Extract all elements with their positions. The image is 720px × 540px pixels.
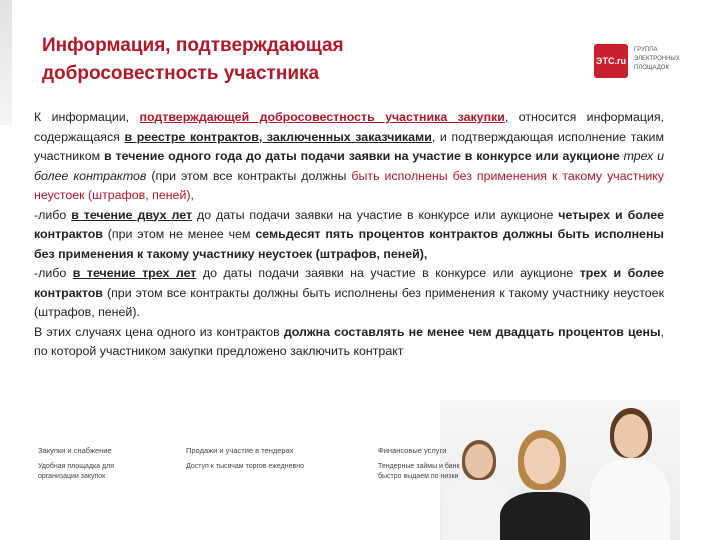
- slide-title: [42, 32, 482, 88]
- p2-text-2: до даты подачи заявки на участие в конкурсе или аукционе: [192, 207, 559, 222]
- p2-text-1: -либо: [34, 207, 72, 222]
- p3-text-1: -либо: [34, 266, 73, 280]
- left-decorative-bar: [0, 0, 12, 125]
- p1-text-4: (при этом все контракты должны: [146, 168, 352, 183]
- p2-text-3: (при этом не менее чем: [102, 227, 256, 241]
- p2-highlight-four-contracts: четырех и более контрактов: [34, 207, 664, 241]
- paragraph-3: [34, 264, 664, 323]
- footer: [0, 446, 720, 540]
- p4-text-2: , по которой участником закупки предложено заключить контракт: [34, 324, 664, 358]
- p2-highlight-two-years: в течение двух лет: [71, 207, 193, 222]
- footer-column-sales: [186, 446, 356, 472]
- paragraph-4: [34, 323, 664, 362]
- p3-highlight-three-years: в течение трех лет: [72, 266, 197, 280]
- logo-caption-line-1: ГРУППА: [634, 47, 658, 53]
- p1-highlight-registry: в реестре контрактов, заключенных заказчиками: [124, 129, 432, 144]
- p1-highlight-three-contracts: трех и более контрактов: [34, 149, 664, 183]
- p1-highlight-good-faith: подтверждающей добросовестность участника закупки: [139, 110, 505, 124]
- slide-title-line-1: Информация, подтверждающая: [42, 35, 344, 56]
- p1-text-1: К информации,: [34, 110, 140, 124]
- paragraph-2: [34, 206, 664, 265]
- footer-procurement-desc-1: Удобная площадка для: [38, 463, 114, 470]
- p4-text-1: В этих случаях цена одного из контрактов: [34, 324, 284, 339]
- logo-mark: ЭТС.ru: [594, 44, 628, 78]
- company-logo: [594, 44, 704, 80]
- p3-highlight-three-contracts: трех и более контрактов: [34, 266, 664, 300]
- p1-highlight-no-penalties: быть исполнены без применения к такому участнику неустоек (штрафов, пеней),: [34, 168, 664, 202]
- footer-sales-desc-1: Доступ к тысячам торгов ежедневно: [186, 463, 304, 470]
- footer-finance-desc-2: быстро выдаем по низки: [378, 473, 459, 480]
- footer-sales-title: Продажи и участие в тендерах: [186, 446, 294, 455]
- logo-caption: [634, 46, 704, 73]
- p2-highlight-seventy-five: семьдесят пять процентов контрактов должны быть исполнены без применения к такому участнику неустоек (штрафов, пеней),: [34, 227, 665, 261]
- footer-finance-desc-1: Тендерные займы и банк: [378, 463, 460, 470]
- p3-text-2: до даты подачи заявки на участие в конкурсе или аукционе: [196, 266, 580, 280]
- footer-finance-title: Финансовые услуги: [378, 446, 447, 455]
- p4-highlight-twenty-percent: должна составлять не менее чем двадцать процентов цены: [283, 324, 661, 339]
- p1-text-3: , и подтверждающая исполнение таким участником: [34, 129, 664, 163]
- footer-column-procurement: [38, 446, 208, 482]
- body-text: [34, 108, 664, 362]
- footer-column-finance: [378, 446, 468, 482]
- paragraph-1: [34, 108, 664, 206]
- logo-caption-line-2: ЭЛЕКТРОННЫХ: [634, 56, 680, 62]
- p1-text-2: , относится информация, содержащаяся: [34, 110, 665, 144]
- logo-caption-line-3: ПЛОЩАДОК: [634, 65, 669, 71]
- p1-highlight-one-year: в течение одного года до даты подачи заявки на участие в конкурсе или аукционе: [104, 149, 620, 163]
- p3-text-3: (при этом все контракты должны быть исполнены без применения к такому участнику неустоек (штрафов, пеней).: [34, 285, 664, 319]
- footer-procurement-desc-2: организации закупок: [38, 473, 106, 480]
- slide-title-line-2: добросовестность участника: [42, 63, 320, 84]
- footer-procurement-title: Закупки и снабжение: [38, 446, 112, 455]
